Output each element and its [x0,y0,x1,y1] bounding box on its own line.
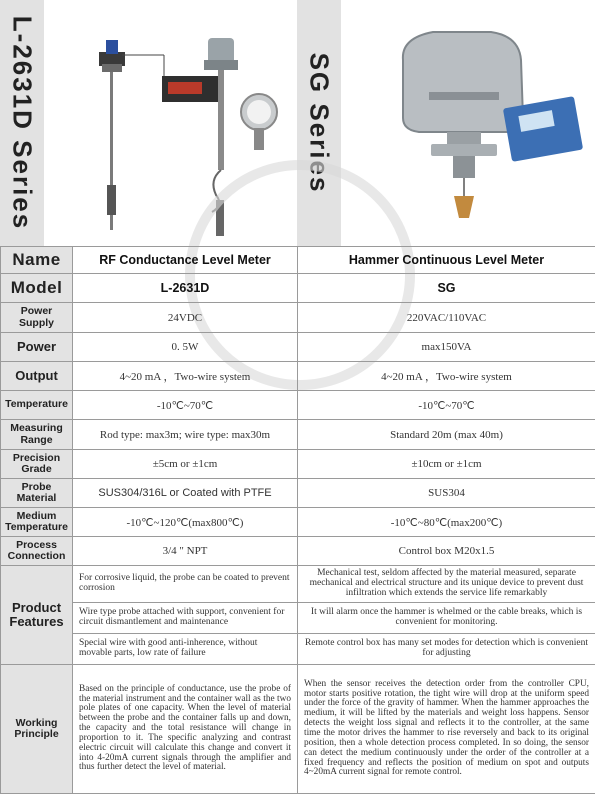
left-power-supply: 24VDC [73,303,298,333]
right-process-connection: Control box M20x1.5 [298,537,595,566]
row-process-connection [1,537,595,566]
right-power: max150VA [298,333,595,362]
left-model: L-2631D [73,274,298,303]
left-product-header [0,0,297,246]
label-power-supply: Power Supply [1,303,73,333]
spec-table [0,246,595,794]
right-model: SG [298,274,595,303]
left-feature-2: Wire type probe attached with support, convenient for circuit dismantlement and maintenance [73,603,298,634]
label-product-features: Product Features [1,566,73,665]
row-features-3 [1,634,595,665]
row-probe-material [1,479,595,508]
right-feature-2: It will alarm once the hammer is whelmed or the cable breaks, which is convenient for monitoring. [298,603,595,634]
right-name: Hammer Continuous Level Meter [298,247,595,274]
right-feature-3: Remote control box has many set modes for detection which is convenient for adjusting [298,634,595,665]
left-series-label: L-2631D Series [7,15,38,231]
row-working-principle [1,665,595,794]
hammer-level-meter-photo [341,0,595,246]
row-features-1 [1,566,595,603]
row-medium-temperature [1,508,595,537]
left-feature-1: For corrosive liquid, the probe can be coated to prevent corrosion [73,566,298,603]
label-working-principle: Working Principle [1,665,73,794]
row-power [1,333,595,362]
label-temperature: Temperature [1,391,73,420]
right-working-principle: When the sensor receives the detection order from the controller CPU, motor starts positive rotation, the tight wire will drop at the uniform speed under the force of the gravity of hammer. When the hammer approaches the medium, it will be lifted by the materials and weight loss happens. Sensor detects the weight loss signal and reflects it to the controller, at the same time the motor drives the hammer to rise reversely and back to its original position, then a whole detection process completed. In so doing, the sensor can detect the medium continuously under the order of the controller at a fixed frequency and reflects the position of medium on spot and outputs 4~20mA current signal for remote control. [298,665,595,794]
left-working-principle: Based on the principle of conductance, use the probe of the material instrument and the container wall as the two pole plates of one capacity. When the level of material between the probe and the container falls up and down, the capacity and the total resistance will change in proportion to it. The specific analyzing and contrast electric circuit will calculate this change and convert it into 4-20mA current signals through the amplifier and thus further detect the level of material. [73,665,298,794]
left-medium-temperature: -10℃~120℃(max800℃) [73,508,298,537]
row-power-supply [1,303,595,333]
left-feature-3: Special wire with good anti-inherence, without movable parts, low rate of failure [73,634,298,665]
label-output: Output [1,362,73,391]
left-precision-grade: ±5cm or ±1cm [73,450,298,479]
label-measuring-range: Measuring Range [1,420,73,450]
right-power-supply: 220VAC/110VAC [298,303,595,333]
left-power: 0. 5W [73,333,298,362]
rf-level-meter-photo [44,0,297,246]
right-probe-material: SUS304 [298,479,595,508]
label-precision-grade: Precision Grade [1,450,73,479]
left-temperature: -10℃~70℃ [73,391,298,420]
right-output: 4~20 mA ，Two-wire system [298,362,595,391]
left-series-title [0,0,44,246]
left-process-connection: 3/4 " NPT [73,537,298,566]
row-temperature [1,391,595,420]
left-name: RF Conductance Level Meter [73,247,298,274]
label-medium-temperature: Medium Temperature [1,508,73,537]
right-medium-temperature: -10℃~80℃(max200℃) [298,508,595,537]
left-probe-material: SUS304/316L or Coated with PTFE [73,479,298,508]
right-series-label: SG Series [304,52,335,194]
right-precision-grade: ±10cm or ±1cm [298,450,595,479]
label-probe-material: Probe Material [1,479,73,508]
right-series-title [297,0,341,246]
row-features-2 [1,603,595,634]
left-output: 4~20 mA ，Two-wire system [73,362,298,391]
right-feature-1: Mechanical test, seldom affected by the material measured, separate mechanical and electrical structure and its unique device to prevent dust infiltration which extends the service life remarkably [298,566,595,603]
row-model [1,274,595,303]
right-product-header [297,0,595,246]
label-name: Name [1,247,73,274]
row-output [1,362,595,391]
left-measuring-range: Rod type: max3m; wire type: max30m [73,420,298,450]
row-precision-grade [1,450,595,479]
row-measuring-range [1,420,595,450]
label-model: Model [1,274,73,303]
right-temperature: -10℃~70℃ [298,391,595,420]
right-measuring-range: Standard 20m (max 40m) [298,420,595,450]
label-process-connection: Process Connection [1,537,73,566]
row-name [1,247,595,274]
label-power: Power [1,333,73,362]
